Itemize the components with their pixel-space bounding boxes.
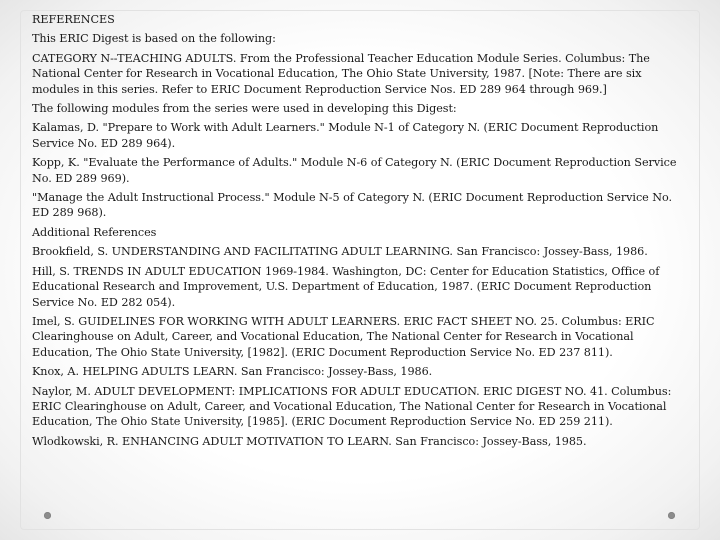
references-content	[32, 12, 692, 453]
citation-imel: Imel, S. GUIDELINES FOR WORKING WITH ADULT LEARNERS. ERIC FACT SHEET NO. 25. Columbus: ERIC Clearinghouse on Adult, Career, and Vocational Education, The National Center for Research in Vocational Education, The Ohio State University, [1982]. (ERIC Document Reproduction Service No. ED 237 811).	[32, 314, 655, 359]
citation-hill: Hill, S. TRENDS IN ADULT EDUCATION 1969-1984. Washington, DC: Center for Education Statistics, Office of Educational Research and Improvement, U.S. Department of Education, 1987. (ERIC Document Reproduction Service No. ED 282 054).	[32, 264, 660, 309]
intro-text: This ERIC Digest is based on the following:	[32, 32, 276, 46]
citation-naylor: Naylor, M. ADULT DEVELOPMENT: IMPLICATIONS FOR ADULT EDUCATION. ERIC DIGEST NO. 41. Columbus: ERIC Clearinghouse on Adult, Career, and Vocational Education, The National Center for Research in Vocational Education, The Ohio State University, [1985]. (ERIC Document Reproduction Service No. ED 259 211).	[32, 384, 672, 429]
citation-knox: Knox, A. HELPING ADULTS LEARN. San Francisco: Jossey-Bass, 1986.	[32, 365, 433, 379]
module-citation-kopp: Kopp, K. "Evaluate the Performance of Adults." Module N-6 of Category N. (ERIC Document Reproduction Service No. ED 289 969).	[32, 156, 677, 185]
additional-references-heading: Additional References	[32, 225, 157, 239]
category-citation: CATEGORY N--TEACHING ADULTS. From the Professional Teacher Education Module Series. Columbus: The National Center for Research in Vocational Education, The Ohio State University, 1987. [Note: There are six modules in this series. Refer to ERIC Document Reproduction Service Nos. ED 289 964 through 969.]	[32, 51, 650, 96]
corner-dot-left-icon	[44, 512, 51, 519]
corner-dot-right-icon	[668, 512, 675, 519]
modules-intro: The following modules from the series were used in developing this Digest:	[32, 102, 457, 116]
citation-wlodkowski: Wlodkowski, R. ENHANCING ADULT MOTIVATION TO LEARN. San Francisco: Jossey-Bass, 1985.	[32, 434, 587, 448]
module-citation-manage: "Manage the Adult Instructional Process." Module N-5 of Category N. (ERIC Document Reproduction Service No. ED 289 968).	[32, 191, 672, 220]
module-citation-kalamas: Kalamas, D. "Prepare to Work with Adult Learners." Module N-1 of Category N. (ERIC Document Reproduction Service No. ED 289 964).	[32, 121, 659, 150]
references-heading: REFERENCES	[32, 13, 115, 26]
citation-brookfield: Brookfield, S. UNDERSTANDING AND FACILITATING ADULT LEARNING. San Francisco: Jossey-Bass, 1986.	[32, 245, 648, 259]
